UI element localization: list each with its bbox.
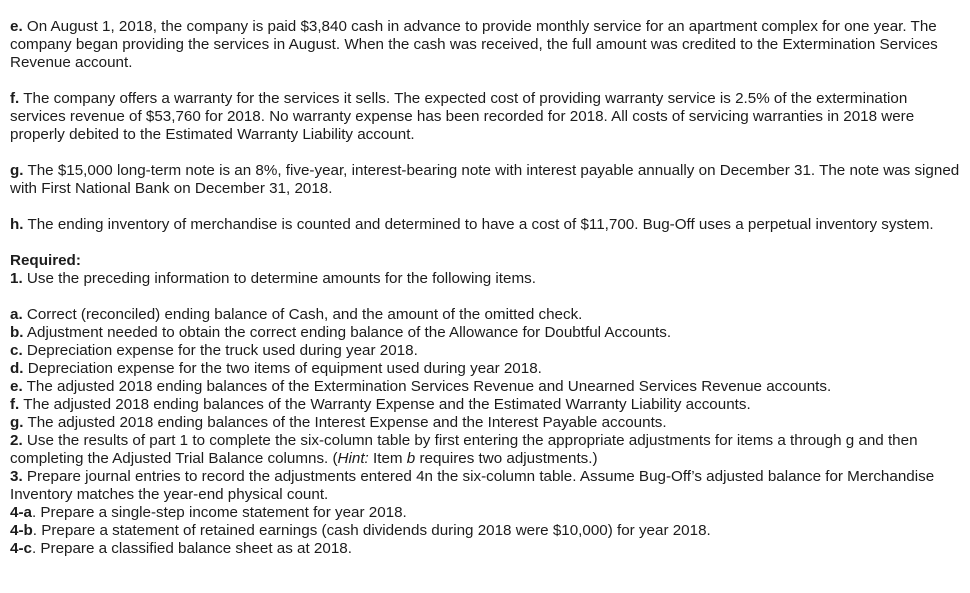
list-item xyxy=(10,342,960,360)
paragraph-text: The ending inventory of merchandise is counted and determined to have a cost of $11,700. Bug-Off uses a perpetual inventory system. xyxy=(23,216,934,233)
part-text: Use the preceding information to determine amounts for the following items. xyxy=(22,270,536,287)
paragraph-f xyxy=(10,90,960,144)
item-label: g. xyxy=(10,414,24,431)
hint-label: Hint: xyxy=(337,450,369,467)
paragraph-text: The company offers a warranty for the services it sells. The expected cost of providing warranty service is 2.5% of the extermination services revenue of $53,760 for 2018. No warranty expense has been recorded for 2018. All costs of servicing warranties in 2018 were properly debited to the Estimated Warranty Liability account. xyxy=(10,90,915,143)
item-text: Adjustment needed to obtain the correct ending balance of the Allowance for Doubtful Accounts. xyxy=(23,324,672,341)
part-4c xyxy=(10,540,960,558)
item-text: The adjusted 2018 ending balances of the Extermination Services Revenue and Unearned Services Revenue accounts. xyxy=(22,378,832,395)
item-label: e. xyxy=(10,378,23,395)
paragraph-label: f. xyxy=(10,90,20,107)
part-text: Prepare journal entries to record the adjustments entered 4n the six-column table. Assume Bug-Off’s adjusted balance for Merchandise Inventory matches the year-end physical count. xyxy=(10,468,935,503)
part-3 xyxy=(10,468,960,504)
list-item xyxy=(10,324,960,342)
item-text: Depreciation expense for the two items of equipment used during year 2018. xyxy=(23,360,542,377)
item-list xyxy=(10,306,960,432)
item-text: The adjusted 2018 ending balances of the Warranty Expense and the Estimated Warranty Liability accounts. xyxy=(19,396,751,413)
hint-item: b xyxy=(406,450,416,467)
list-item xyxy=(10,396,960,414)
part-label: 3. xyxy=(10,468,23,485)
item-label: b. xyxy=(10,324,24,341)
part-label: 4-b xyxy=(10,522,33,539)
paragraph-h xyxy=(10,216,960,234)
paragraph-label: g. xyxy=(10,162,24,179)
part-label: 2. xyxy=(10,432,23,449)
part-4a xyxy=(10,504,960,522)
paragraph-text: The $15,000 long-term note is an 8%, five-year, interest-bearing note with interest payable annually on December 31. The note was signed with First National Bank on December 31, 2018. xyxy=(10,162,960,197)
list-item xyxy=(10,378,960,396)
part-text: . Prepare a classified balance sheet as at 2018. xyxy=(31,540,352,557)
document-body xyxy=(10,18,960,558)
part-text: . Prepare a single-step income statement for year 2018. xyxy=(31,504,407,521)
part-label: 1. xyxy=(10,270,23,287)
paragraph-label: e. xyxy=(10,18,23,35)
paragraph-label: h. xyxy=(10,216,24,233)
part-text: Use the results of part 1 to complete the six-column table by first entering the appropriate adjustments for items a through g and then completing the Adjusted Trial Balance columns. ( xyxy=(10,432,918,467)
item-text: Depreciation expense for the truck used during year 2018. xyxy=(22,342,418,359)
item-label: a. xyxy=(10,306,23,323)
paragraph-e xyxy=(10,18,960,72)
item-label: c. xyxy=(10,342,23,359)
paragraph-text: On August 1, 2018, the company is paid $3,840 cash in advance to provide monthly service for an apartment complex for one year. The company began providing the services in August. When the cash was received, the full amount was credited to the Extermination Services Revenue account. xyxy=(10,18,938,71)
required-section xyxy=(10,252,960,558)
required-heading: Required: xyxy=(10,252,81,269)
item-label: d. xyxy=(10,360,24,377)
part-text: . Prepare a statement of retained earnings (cash dividends during 2018 were $10,000) for year 2018. xyxy=(32,522,711,539)
part-label: 4-c xyxy=(10,540,32,557)
list-item xyxy=(10,306,960,324)
list-item xyxy=(10,360,960,378)
part-label: 4-a xyxy=(10,504,32,521)
part-2 xyxy=(10,432,960,468)
hint-text: Item xyxy=(368,450,407,467)
list-item xyxy=(10,414,960,432)
paragraph-g xyxy=(10,162,960,198)
hint-text-end: requires two adjustments.) xyxy=(415,450,598,467)
item-label: f. xyxy=(10,396,20,413)
item-text: Correct (reconciled) ending balance of Cash, and the amount of the omitted check. xyxy=(22,306,583,323)
part-4b xyxy=(10,522,960,540)
item-text: The adjusted 2018 ending balances of the Interest Expense and the Interest Payable accounts. xyxy=(23,414,667,431)
part-1 xyxy=(10,270,960,288)
